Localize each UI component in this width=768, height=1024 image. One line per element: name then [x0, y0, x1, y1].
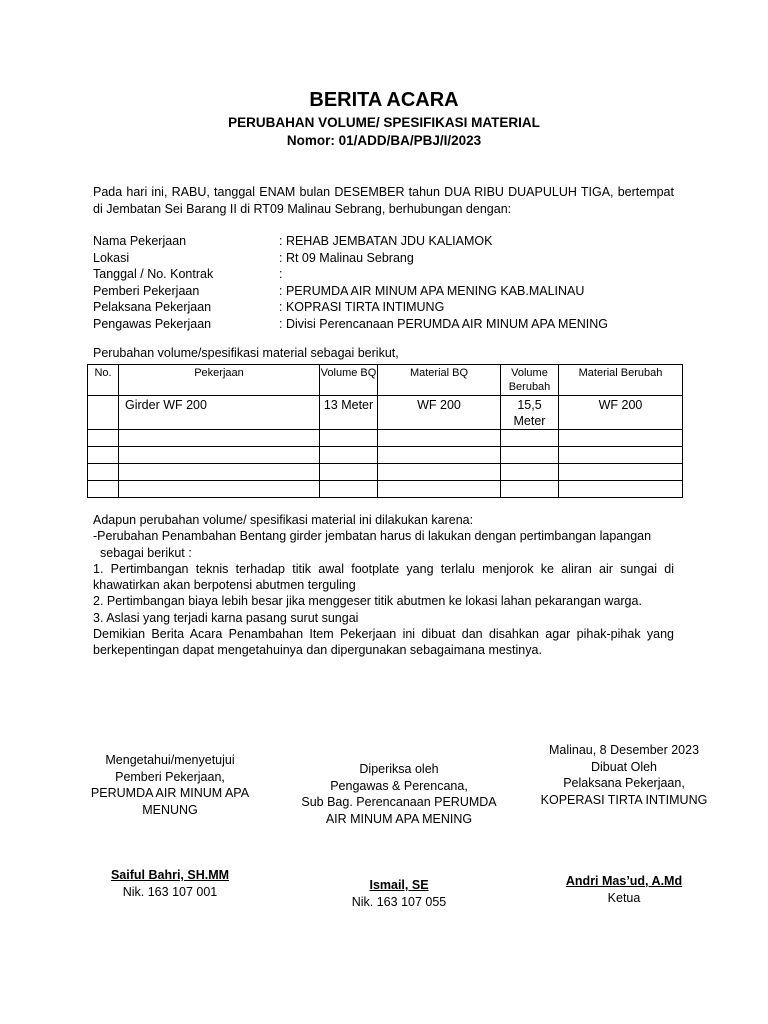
signatory-nik: Nik. 163 107 055 [351, 894, 447, 909]
table-row-empty [88, 447, 683, 464]
sig-line: Diperiksa oleh [359, 762, 439, 776]
table-intro: Perubahan volume/spesifikasi material sebagai berikut, [93, 346, 399, 360]
table-cell [320, 481, 378, 498]
signature-block-middle [289, 761, 509, 827]
info-key: Lokasi [93, 250, 130, 265]
signatory-name: Ismail, SE [369, 878, 429, 892]
table-cell [119, 430, 320, 447]
table-header-row [88, 365, 683, 396]
table-cell: 15,5 Meter [501, 396, 559, 430]
info-value: : REHAB JEMBATAN JDU KALIAMOK [279, 234, 493, 248]
sig-line: Sub Bag. Perencanaan PERUMDA [301, 795, 497, 809]
sig-line: AIR MINUM APA MENING [325, 811, 473, 826]
info-key: Tanggal / No. Kontrak [93, 267, 214, 281]
table-row-empty [88, 430, 683, 447]
table-cell: WF 200 [378, 396, 501, 430]
document-title: BERITA ACARA [309, 89, 459, 111]
reason-item-1: 1. Pertimbangan teknis terhadap titik awal footplate yang terlalu menjorok ke aliran air sungai di khawatirkan akan berpotensi abutmen terguling [93, 561, 674, 593]
reasons-section [93, 512, 674, 659]
info-key: Pelaksana Pekerjaan [93, 300, 212, 314]
document-number: Nomor: 01/ADD/BA/PBJ/I/2023 [286, 133, 482, 148]
table-cell [378, 481, 501, 498]
table-cell [119, 481, 320, 498]
closing-paragraph: Demikian Berita Acara Penambahan Item Pekerjaan ini dibuat dan disahkan agar pihak-pihak yang berkepentingan dapat mengetahuinya dan dipergunakan sebagaimana mestinya. [93, 627, 674, 658]
table-cell [88, 481, 119, 498]
table-cell [559, 430, 683, 447]
info-value: : Rt 09 Malinau Sebrang [279, 250, 414, 265]
table-cell [320, 464, 378, 481]
table-cell [501, 481, 559, 498]
signature-block-left [60, 752, 280, 818]
table-cell [501, 464, 559, 481]
info-row-nama-pekerjaan [93, 233, 608, 250]
table-cell: WF 200 [559, 396, 683, 430]
material-table [87, 364, 683, 498]
table-cell [501, 447, 559, 464]
header-no: No. [88, 365, 119, 396]
info-row-pelaksana-pekerjaan [93, 299, 608, 316]
signatory-left [60, 867, 280, 900]
info-list [93, 233, 608, 332]
reasons-lead: Adapun perubahan volume/ spesifikasi material ini dilakukan karena: [93, 513, 474, 527]
sig-line: PERUMDA AIR MINUM APA [90, 786, 250, 800]
table-cell [88, 447, 119, 464]
header-material-berubah: Material Berubah [559, 365, 683, 396]
table-cell [559, 447, 683, 464]
signatory-nik: Nik. 163 107 001 [122, 884, 218, 899]
info-value: : KOPRASI TIRTA INTIMUNG [279, 300, 445, 314]
table-cell [378, 464, 501, 481]
table-row [88, 396, 683, 430]
info-row-pengawas-pekerjaan [93, 316, 608, 333]
info-key: Nama Pekerjaan [93, 234, 187, 248]
table-cell [119, 464, 320, 481]
header-pekerjaan: Pekerjaan [119, 365, 320, 396]
info-key: Pemberi Pekerjaan [93, 283, 200, 298]
table-row-empty [88, 481, 683, 498]
sig-line: Mengetahui/menyetujui [105, 753, 235, 767]
sig-line: Dibuat Oleh [590, 759, 657, 774]
sig-line: Pelaksana Pekerjaan, [563, 776, 685, 790]
info-row-tanggal-kontrak [93, 266, 608, 283]
reason-item-2: 2. Pertimbangan biaya lebih besar jika menggeser titik abutmen ke lokasi lahan pekarangan warga. [93, 594, 642, 609]
table-cell [88, 430, 119, 447]
table-cell [320, 447, 378, 464]
info-row-lokasi [93, 250, 608, 267]
intro-paragraph: Pada hari ini, RABU, tanggal ENAM bulan DESEMBER tahun DUA RIBU DUAPULUH TIGA, bertempat di Jembatan Sei Barang II di RT09 Malinau Sebrang, berhubungan dengan: [93, 185, 674, 216]
sig-line: KOPERASI TIRTA INTIMUNG [540, 792, 708, 807]
signatory-name: Saiful Bahri, SH.MM [110, 868, 230, 882]
reasons-point-intro-cont: sebagai berikut : [100, 545, 192, 560]
sig-line: Pemberi Pekerjaan, [115, 769, 225, 784]
sig-line: MENUNG [142, 802, 198, 817]
signature-block-right [514, 742, 734, 808]
document-subtitle: PERUBAHAN VOLUME/ SPESIFIKASI MATERIAL [228, 115, 540, 130]
info-key: Pengawas Pekerjaan [93, 316, 212, 331]
signatory-role: Ketua [607, 890, 641, 905]
table-cell [378, 430, 501, 447]
table-cell [88, 396, 119, 430]
sig-line: Pengawas & Perencana, [330, 778, 468, 793]
table-cell [88, 464, 119, 481]
table-cell [378, 447, 501, 464]
table-cell: 13 Meter [320, 396, 378, 430]
info-value: : Divisi Perencanaan PERUMDA AIR MINUM APA MENING [279, 316, 609, 331]
table-row-empty [88, 464, 683, 481]
reasons-point-intro: -Perubahan Penambahan Bentang girder jembatan harus di lakukan dengan pertimbangan lapangan [93, 529, 652, 544]
signatory-middle [289, 877, 509, 910]
table-cell [501, 430, 559, 447]
table-cell [559, 481, 683, 498]
signatory-right [514, 873, 734, 906]
reason-item-3: 3. Aslasi yang terjadi karna pasang surut sungai [93, 610, 359, 625]
info-value: : PERUMDA AIR MINUM APA MENING KAB.MALINAU [279, 283, 585, 298]
sig-line: Malinau, 8 Desember 2023 [548, 743, 700, 757]
header-volume-berubah: Volume Berubah [501, 365, 559, 396]
table-cell [119, 447, 320, 464]
info-row-pemberi-pekerjaan [93, 283, 608, 300]
table-cell [320, 430, 378, 447]
table-cell [559, 464, 683, 481]
info-value: : [279, 267, 283, 281]
header-volume-bq: Volume BQ [320, 365, 378, 396]
table-cell: Girder WF 200 [119, 396, 320, 430]
header-material-bq: Material BQ [378, 365, 501, 396]
signatory-name: Andri Mas’ud, A.Md [565, 874, 683, 888]
